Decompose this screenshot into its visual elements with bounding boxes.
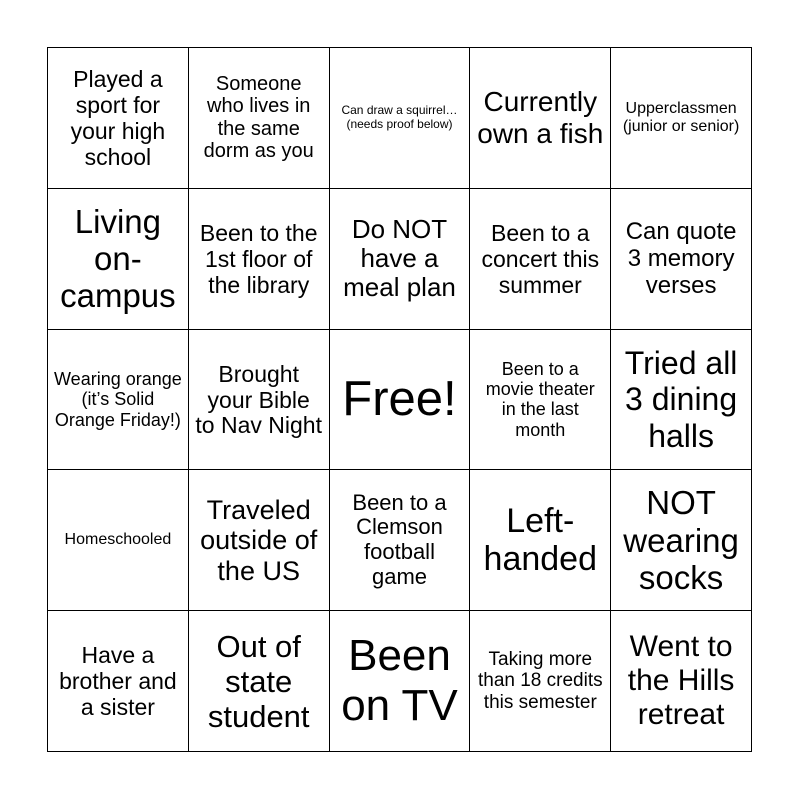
bingo-cell[interactable] (470, 611, 611, 752)
bingo-cell[interactable] (189, 330, 330, 471)
bingo-cell-text: Left-handed (483, 501, 598, 579)
bingo-cell[interactable] (189, 611, 330, 752)
bingo-cell[interactable] (611, 330, 752, 471)
bingo-cell-text: Living on-campus (60, 202, 176, 315)
bingo-cell[interactable] (330, 189, 471, 330)
bingo-cell-text: Brought your Bible to Nav Night (195, 360, 322, 439)
bingo-cell[interactable] (330, 330, 471, 471)
bingo-cell-text: Can quote 3 memory verses (625, 218, 737, 300)
bingo-cell[interactable] (48, 330, 189, 471)
bingo-cell-text: Went to the Hills retreat (627, 630, 735, 732)
bingo-cell-text: Tried all 3 dining halls (624, 345, 738, 454)
bingo-cell-text: NOT wearing socks (623, 484, 739, 596)
bingo-cell[interactable] (470, 470, 611, 611)
bingo-cell-text: Can draw a squirrel… (needs proof below) (341, 103, 458, 131)
bingo-cell[interactable] (48, 189, 189, 330)
bingo-cell-text: Been on TV (341, 631, 458, 731)
bingo-cell[interactable] (48, 611, 189, 752)
bingo-cell[interactable] (189, 48, 330, 189)
bingo-cell-text: Been to a Clemson football game (352, 489, 447, 590)
bingo-cell-text: Do NOT have a meal plan (343, 213, 456, 303)
bingo-cell[interactable] (330, 470, 471, 611)
bingo-cell[interactable] (330, 611, 471, 752)
bingo-cell[interactable] (48, 48, 189, 189)
bingo-cell[interactable] (470, 330, 611, 471)
bingo-cell-text: Traveled outside of the US (200, 494, 318, 586)
bingo-cell[interactable] (48, 470, 189, 611)
bingo-cell-text: Homeschooled (64, 531, 172, 549)
bingo-cell[interactable] (470, 48, 611, 189)
bingo-cell-text: Someone who lives in the same dorm as you (203, 72, 314, 163)
bingo-cell-text: Upperclassmen (junior or senior) (622, 99, 740, 135)
bingo-cell-text: Played a sport for your high school (70, 65, 166, 170)
bingo-cell[interactable] (611, 48, 752, 189)
bingo-cell[interactable] (470, 189, 611, 330)
bingo-cell[interactable] (611, 611, 752, 752)
bingo-cell-text: Out of state student (207, 628, 310, 734)
bingo-cell-text: Been to a movie theater in the last month (485, 358, 595, 440)
bingo-cell-text: Currently own a fish (477, 86, 604, 149)
bingo-cell-text: Have a brother and a sister (59, 642, 177, 721)
bingo-cell-text: Been to a concert this summer (481, 219, 600, 298)
bingo-board (47, 47, 752, 752)
bingo-cell[interactable] (189, 189, 330, 330)
bingo-cell[interactable] (330, 48, 471, 189)
bingo-cell-text: Free! (342, 371, 457, 426)
bingo-cell-text: Taking more than 18 credits this semester (477, 648, 603, 713)
bingo-cell-text: Wearing orange (it’s Solid Orange Friday!) (54, 369, 182, 430)
bingo-cell[interactable] (611, 189, 752, 330)
bingo-cell[interactable] (611, 470, 752, 611)
bingo-cell[interactable] (189, 470, 330, 611)
bingo-cell-text: Been to the 1st floor of the library (199, 219, 318, 298)
